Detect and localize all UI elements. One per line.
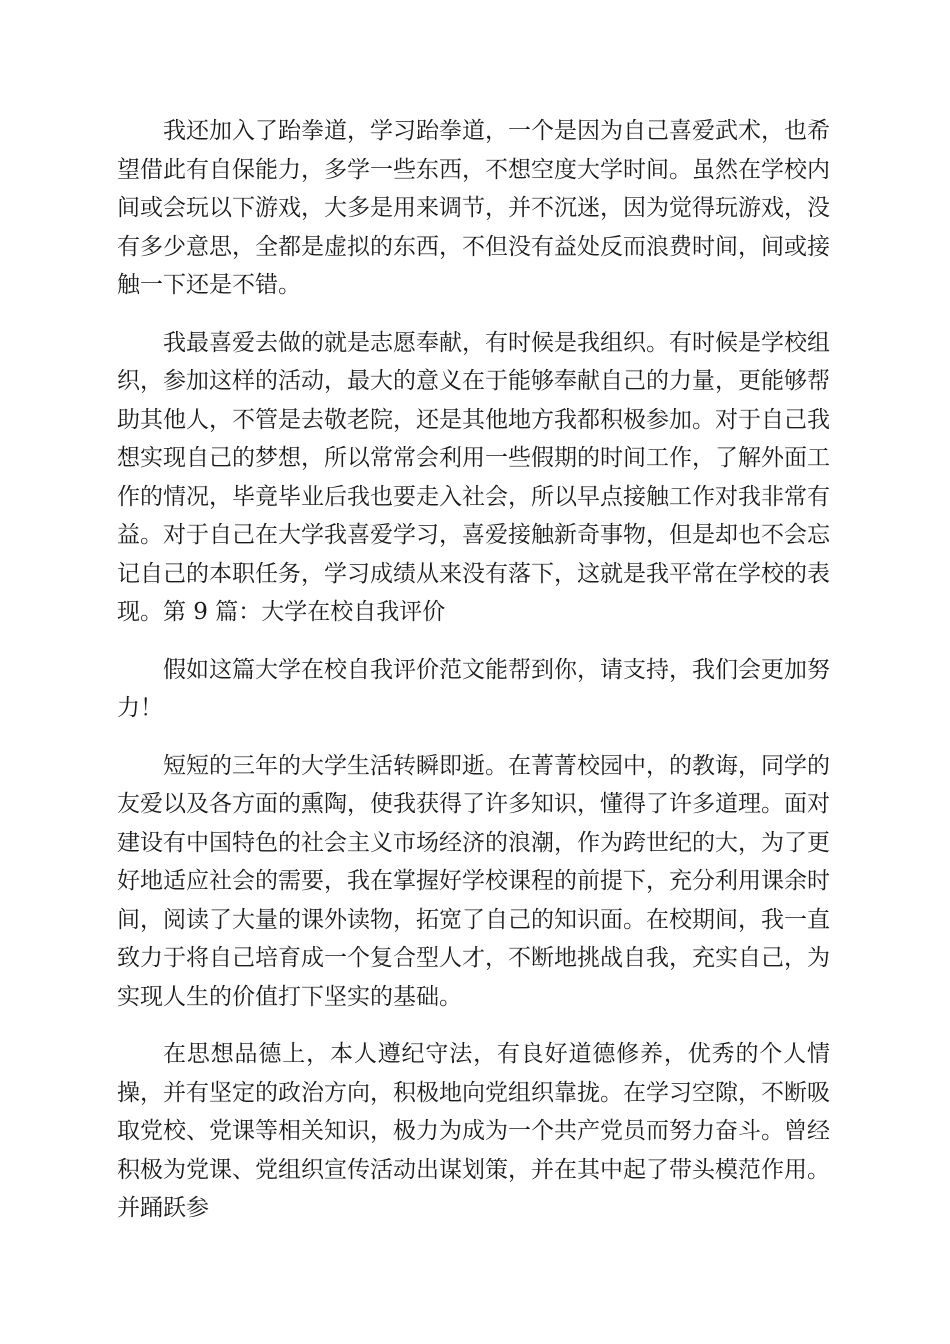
paragraph-volunteer: 我最喜爱去做的就是志愿奉献，有时候是我组织。有时候是学校组织，参加这样的活动，最大的意义在于能够奉献自己的力量，更能够帮助其他人，不管是去敬老院，还是其他地方我都积极参加。对于自己我想实现自己的梦想，所以常常会利用一些假期的时间工作，了解外面工作的情况，毕竟毕业后我也要走入社会，所以早点接触工作对我非常有益。对于自己在大学我喜爱学习，喜爱接触新奇事物，但是却也不会忘记自己的本职任务，学习成绩从来没有落下，这就是我平常在学校的表现。第 9 篇：大学在校自我评价 — [117, 329, 830, 625]
paragraph-college-life: 短短的三年的大学生活转瞬即逝。在菁菁校园中，的教诲，同学的友爱以及各方面的熏陶，使我获得了许多知识，懂得了许多道理。面对建设有中国特色的社会主义市场经济的浪潮，作为跨世纪的大，为了更好地适应社会的需要，我在掌握好学校课程的前提下，充分利用课余时间，阅读了大量的课外读物，拓宽了自己的知识面。在校期间，我一直致力于将自己培育成一个复合型人才，不断地挑战自我，充实自己，为实现人生的价值打下坚实的基础。 — [117, 752, 830, 1010]
paragraph-support-note: 假如这篇大学在校自我评价范文能帮到你，请支持，我们会更加努力！ — [117, 656, 830, 721]
document-page — [117, 112, 830, 1247]
paragraph-moral-character: 在思想品德上，本人遵纪守法，有良好道德修养，优秀的个人情操，并有坚定的政治方向，积极地向党组织靠拢。在学习空隙，不断吸取党校、党课等相关知识，极力为成为一个共产党员而努力奋斗。曾经积极为党课、党组织宣传活动出谋划策，并在其中起了带头模范作用。并踊跃参 — [117, 1041, 830, 1221]
paragraph-taekwondo: 我还加入了跆拳道，学习跆拳道，一个是因为自己喜爱武术，也希望借此有自保能力，多学一些东西，不想空度大学时间。虽然在学校内间或会玩以下游戏，大多是用来调节，并不沉迷，因为觉得玩游戏，没有多少意思，全都是虚拟的东西，不但没有益处反而浪费时间，间或接触一下还是不错。 — [117, 118, 830, 298]
